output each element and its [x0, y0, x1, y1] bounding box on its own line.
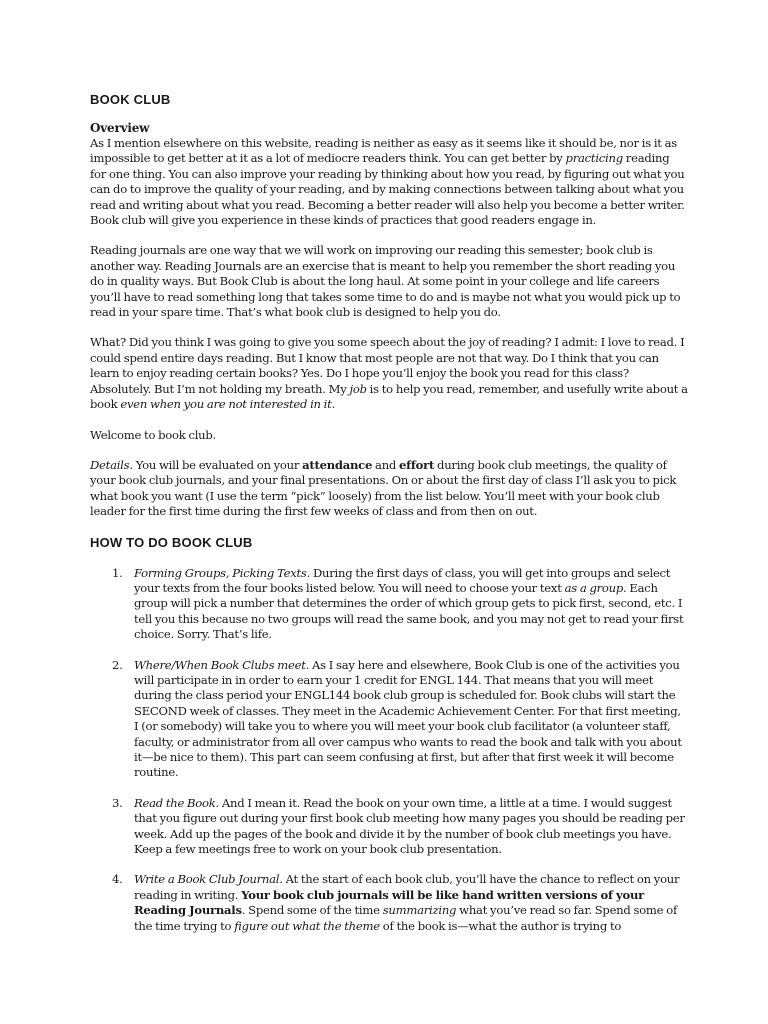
overview-paragraph-4: Welcome to book club. — [90, 427, 216, 442]
overview-paragraph-details — [90, 458, 688, 520]
text-run: At the start of each book club, you’ll have the chance to reflect on your reading in writing. — [134, 872, 680, 902]
text-run: . — [331, 397, 335, 412]
list-item — [90, 872, 688, 934]
text-run: is to help you read, remember, and usefully write about a book — [90, 381, 688, 412]
emphasis-forming-groups: Forming Groups, Picking Texts — [134, 565, 307, 580]
emphasis-not-interested: even when you are not interested in it — [120, 397, 332, 412]
overview-paragraph-1 — [90, 136, 688, 228]
text-run: . Each group will pick a number that determines the order of which group gets to pick first, second, etc. I tell you this because no two groups will read the same book, and you may not get to read your first choice. Sorry. That’s life. — [134, 580, 684, 642]
overview-heading: Overview — [90, 121, 150, 135]
strong-journals-like-reading-journals: Your book club journals will be like hand written versions of your Reading Journals — [134, 887, 645, 918]
emphasis-where-when: Where/When Book Clubs meet. — [134, 657, 310, 672]
list-number: 4. — [112, 872, 123, 887]
text-run: You will be evaluated on your — [132, 457, 303, 472]
howto-heading: HOW TO DO BOOK CLUB — [90, 534, 253, 550]
overview-paragraph-3 — [90, 335, 688, 412]
text-run: and — [372, 457, 400, 472]
emphasis-job: job — [349, 381, 367, 396]
list-item — [90, 658, 688, 781]
text-run: . Spend some of the time — [241, 903, 383, 918]
overview-paragraph-2: Reading journals are one way that we will work on improving our reading this semester; book club is another way. Reading Journals are an exercise that is meant to help you remember the short reading you do in quality ways. But Book Club is about the long haul. At some point in your college and life careers you’ll have to read something long that takes some time to do and is maybe not what you would pick up to read in your spare time. That’s what book club is designed to help you do. — [90, 243, 681, 320]
text-run: What? Did you think I was going to give you some speech about the joy of reading? I admit: I love to read. I could spend entire days reading. But I know that most people are not that way. Do I think that you can learn to enjoy reading certain books? Yes. Do I hope you’ll enjoy the book you read for this class? Absolutely. But I’m not holding my breath. My — [90, 335, 685, 396]
text-run: reading for one thing. You can also improve your reading by thinking about how you read, by figuring out what you can do to improve the quality of your reading, and by making connections between talking about what you read and writing about what you read. Becoming a better reader will also help you become a better writer. Book club will give you experience in these kinds of practices that good readers engage in. — [90, 151, 685, 228]
list-item — [90, 566, 688, 643]
emphasis-summarizing: summarizing — [382, 903, 457, 918]
text-run: As I say here and elsewhere, Book Club is one of the activities you will participate in in order to earn your 1 credit for ENGL 144. That means that you will meet during the class period your ENGL144 book club group is scheduled for. Book clubs will start the SECOND week of classes. They meet in the Academic Achievement Center. For that first meeting, I (or somebody) will take you to where you will meet your book club facilitator (a volunteer staff, faculty, or administrator from all over campus who wants to read the book and talk with you about it—be nice to them). This part can seem confusing at first, but after that first week it will become routine. — [134, 657, 682, 780]
list-item — [90, 796, 688, 858]
text-run: . During the first days of class, you will get into groups and select your texts from the four books listed below. You will need to choose your text — [134, 565, 671, 595]
strong-effort: effort — [399, 457, 435, 472]
emphasis-theme: figure out what the theme — [234, 918, 380, 933]
list-number: 3. — [112, 795, 123, 810]
text-run: As I mention elsewhere on this website, reading is neither as easy as it seems like it should be, nor is it as impossible to get better at it as a lot of mediocre readers think. You can get better by — [90, 136, 677, 166]
text-run: And I mean it. Read the book on your own time, a little at a time. I would suggest that you figure out during your first book club meeting how many pages you should be reading per week. Add up the pages of the book and divide it by the number of book club meetings you have. Keep a few meetings free to work on your book club presentation. — [134, 795, 685, 857]
text-run: what you’ve read so far. Spend some of the time trying to — [134, 903, 677, 933]
list-number: 1. — [112, 565, 123, 580]
text-run: of the book is—what the author is trying to — [379, 918, 622, 933]
emphasis-details: Details. — [90, 457, 133, 472]
document-page — [90, 92, 688, 949]
list-number: 2. — [112, 657, 123, 672]
document-title: BOOK CLUB — [90, 92, 171, 107]
emphasis-as-a-group: as a group — [564, 580, 624, 595]
emphasis-read-the-book: Read the Book. — [134, 795, 219, 810]
howto-list — [90, 566, 688, 935]
emphasis-practicing: practicing — [565, 151, 623, 166]
emphasis-write-journal: Write a Book Club Journal. — [134, 872, 283, 887]
strong-attendance: attendance — [302, 457, 373, 472]
text-run: during book club meetings, the quality of your book club journals, and your final presentations. On or about the first day of class I’ll ask you to pick what book you want (I use the term “pick” loosely) from the list below. You’ll meet with your book club leader for the first time during the first few weeks of class and from then on out. — [90, 457, 677, 519]
